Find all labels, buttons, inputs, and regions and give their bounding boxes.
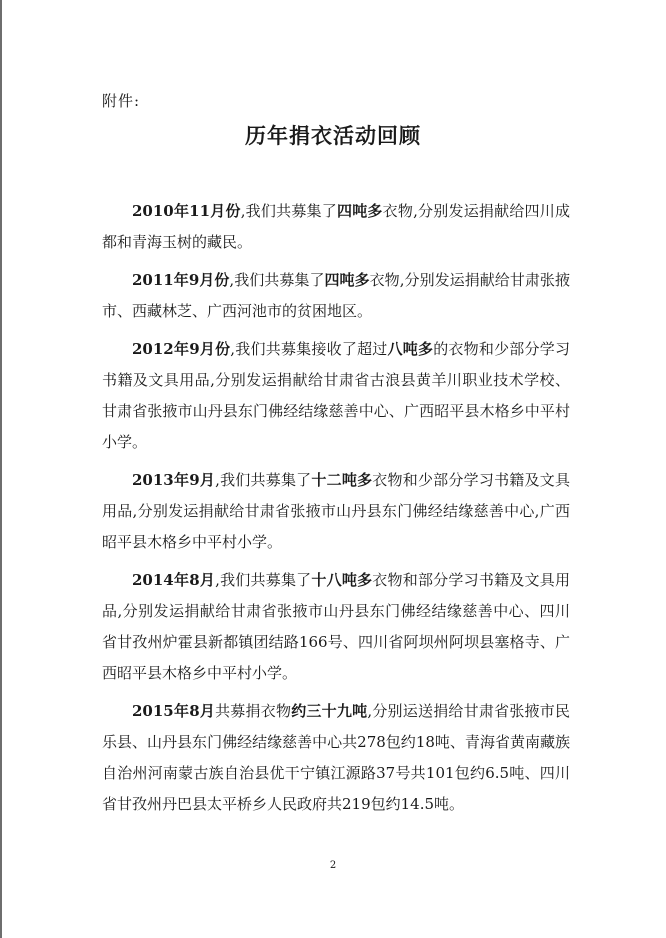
paragraph-text: 衣物和部分学习书籍及文具用品,分别发运捐献给甘肃省张掖市山丹县东门佛经结缘慈善中心、四川省甘孜州炉霍县新都镇团结路166号、四川省阿坝州阿坝县塞格寺、广西昭平县木格乡中平村小学。: [102, 571, 570, 682]
paragraph-amount: 四吨多: [324, 271, 370, 289]
document-body: [102, 196, 570, 827]
page-title: 历年捐衣活动回顾: [245, 123, 421, 148]
paragraph-date: 2014年8月: [132, 571, 216, 589]
paragraph-date: 2010年11月份: [132, 202, 241, 220]
paragraph-2014: [102, 565, 570, 689]
paragraph-text: 共募捐衣物: [215, 702, 292, 720]
page-number: 2: [329, 860, 337, 871]
paragraph-date: 2015年8月: [132, 702, 216, 720]
paragraph-date: 2013年9月: [132, 471, 216, 489]
paragraph-amount: 八吨多: [387, 340, 434, 358]
paragraph-amount: 十八吨多: [311, 571, 373, 589]
paragraph-2010: [102, 196, 570, 258]
paragraph-text: ,我们共募集接收了超过: [230, 340, 388, 358]
paragraph-amount: 约三十九吨: [291, 702, 368, 720]
paragraph-text: 衣物,分别发运捐献给甘肃张掖市、西藏林芝、广西河池市的贫困地区。: [102, 271, 570, 320]
paragraph-date: 2012年9月份: [132, 340, 231, 358]
paragraph-amount: 四吨多: [336, 202, 383, 220]
paragraph-text: 的衣物和少部分学习书籍及文具用品,分别发运捐献给甘肃省古浪县黄羊川职业技术学校、甘肃省张掖市山丹县东门佛经结缘慈善中心、广西昭平县木格乡中平村小学。: [102, 340, 570, 451]
paragraph-text: ,我们共募集了: [215, 571, 312, 589]
paragraph-text: ,我们共募集了: [240, 202, 337, 220]
paragraph-2012: [102, 334, 570, 458]
paragraph-text: ,我们共募集了: [229, 271, 325, 289]
paragraph-text: 衣物和少部分学习书籍及文具用品,分别发运捐献给甘肃省张掖市山丹县东门佛经结缘慈善中心,广西昭平县木格乡中平村小学。: [102, 471, 570, 551]
paragraph-amount: 十二吨多: [311, 471, 373, 489]
paragraph-text: ,分别运送捐给甘肃省张掖市民乐县、山丹县东门佛经结缘慈善中心共278包约18吨、青海省黄南藏族自治州河南蒙古族自治县优干宁镇江源路37号共101包约6.5吨、四川省甘孜州丹巴县太平桥乡人民政府共219包约14.5吨。: [102, 702, 570, 813]
paragraph-2011: [102, 265, 570, 327]
paragraph-2015: [102, 696, 570, 820]
attachment-label: 附件:: [102, 92, 141, 110]
paragraph-2013: [102, 465, 570, 558]
paragraph-text: 衣物,分别发运捐献给四川成都和青海玉树的藏民。: [102, 202, 570, 251]
paragraph-date: 2011年9月份: [132, 271, 230, 289]
paragraph-text: ,我们共募集了: [215, 471, 312, 489]
